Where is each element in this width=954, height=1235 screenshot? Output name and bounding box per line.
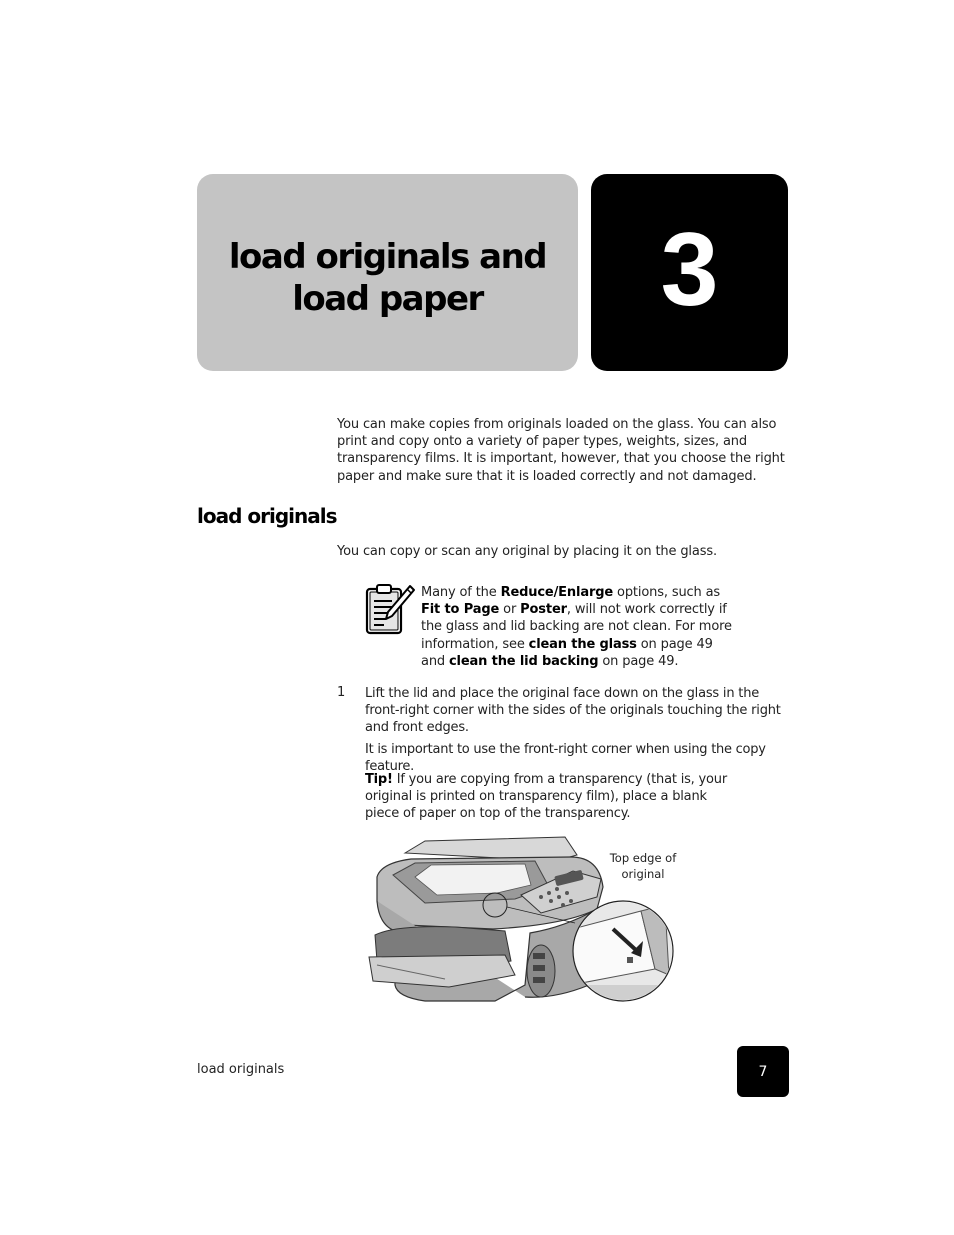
note-bold-fit-to-page: Fit to Page (421, 602, 500, 618)
chapter-number-box (591, 174, 788, 371)
tip (365, 771, 735, 823)
step-subtext: It is important to use the front-right corner when using the copy feature. (365, 742, 766, 775)
tip-label: Tip! (365, 772, 393, 787)
step-number: 1 (337, 685, 346, 700)
section-paragraph: You can copy or scan any original by placing it on the glass. (337, 544, 717, 559)
note-bold-reduce-enlarge: Reduce/Enlarge (500, 585, 614, 600)
intro-paragraph: You can make copies from originals loaded on the glass. You can also print and copy onto a variety of paper types, weights, sizes, and transparency films. It is important, however, that you choose the right paper and make sure that it is loaded correctly and not damaged. (337, 417, 785, 484)
chapter-title-box (197, 174, 578, 371)
footer-section-label: load originals (197, 1062, 285, 1077)
step-text: Lift the lid and place the original face down on the glass in the front-right corner with the sides of the originals touching the right and front edges. (365, 686, 781, 736)
chapter-number: 3 (660, 211, 719, 328)
note-link-clean-the-lid-backing[interactable]: clean the lid backing (449, 653, 599, 669)
note-text-part: Many of the (421, 585, 501, 600)
note-text-part: options, such as (613, 585, 721, 600)
note-text-part: , will not work correctly if the glass and lid backing are not clean. For more information, see (421, 602, 732, 652)
note-text (421, 584, 733, 670)
notepad-pencil-icon (364, 583, 416, 637)
chapter-title: load originals and load paper (228, 237, 547, 319)
note-text-part: on page 49 and (421, 636, 713, 669)
page-number-box (737, 1046, 789, 1097)
page-number: 7 (758, 1063, 768, 1080)
section-heading: load originals (197, 504, 337, 528)
figure-callout: Top edge of original (609, 851, 677, 881)
note-bold-poster: Poster (520, 602, 567, 618)
note-link-clean-the-glass[interactable]: clean the glass (528, 636, 637, 652)
note-text-part: or (499, 602, 521, 618)
tip-text: If you are copying from a transparency (that is, your original is printed on transparency film), place a blank piece of paper on top of the transparency. (365, 772, 727, 822)
note-text-part: on page 49. (598, 653, 679, 669)
